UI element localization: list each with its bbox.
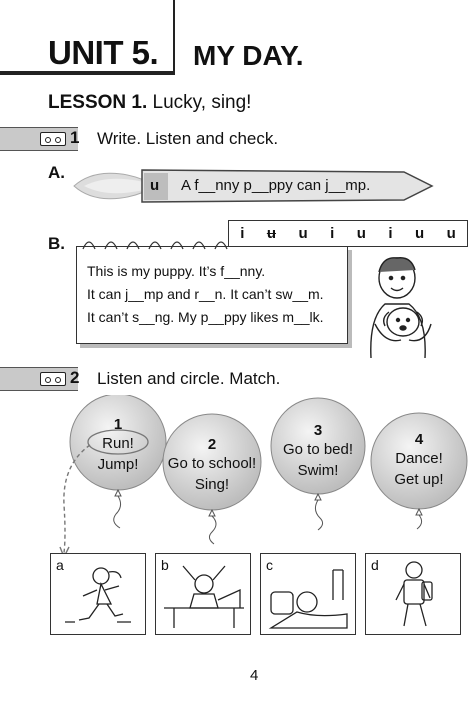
part-a-label: A. xyxy=(48,163,65,182)
exercise-2-bar xyxy=(0,367,78,391)
rocket-letter: u xyxy=(150,177,160,194)
balloon-number: 2 xyxy=(207,436,217,453)
picture-letter: c xyxy=(266,557,273,573)
letter-bank-item: u xyxy=(266,225,277,242)
balloon-number: 4 xyxy=(414,431,424,448)
child-waking-up-illustration xyxy=(164,560,244,630)
picture-b xyxy=(155,553,251,635)
lesson-title: Lucky, sing! xyxy=(152,92,252,113)
balloon-1-text xyxy=(70,416,166,473)
letter-bank-item: u xyxy=(356,225,366,242)
balloon-option: Go to bed! xyxy=(282,441,354,458)
balloon-option: Get up! xyxy=(394,471,444,488)
balloon-option: Swim! xyxy=(297,462,339,479)
cassette-icon xyxy=(40,372,66,386)
balloon-option: Sing! xyxy=(194,476,230,493)
letter-bank-item: i xyxy=(330,225,335,242)
header-divider-vertical xyxy=(173,0,175,72)
balloon-option: Jump! xyxy=(97,456,139,473)
letter-bank-item: u xyxy=(414,225,425,242)
rocket-sentence: A f__nny p__ppy can j__mp. xyxy=(181,177,371,194)
boy-going-to-school-illustration xyxy=(378,558,450,630)
text-line-2: It can j__mp and r__n. It can’t sw__m. xyxy=(87,286,324,302)
letter-bank-item: u xyxy=(446,225,456,242)
picture-c xyxy=(260,553,356,635)
balloon-option: Go to school! xyxy=(167,455,257,472)
letter-bank-item: u xyxy=(298,225,308,242)
balloon-option: Dance! xyxy=(395,450,443,467)
exercise-1-instruction: Write. Listen and check. xyxy=(97,129,279,148)
picture-letter: b xyxy=(161,557,169,573)
page-number: 4 xyxy=(250,667,259,684)
girl-running-illustration xyxy=(61,560,137,630)
letter-bank xyxy=(228,220,468,247)
picture-a xyxy=(50,553,146,635)
balloon-number: 1 xyxy=(113,416,123,433)
cassette-icon xyxy=(40,132,66,146)
letter-bank-item: i xyxy=(388,225,393,242)
picture-letter: a xyxy=(56,557,64,573)
text-line-1: This is my puppy. It’s f__nny. xyxy=(87,263,266,279)
exercise-2-instruction: Listen and circle. Match. xyxy=(97,369,281,388)
lesson-heading xyxy=(48,92,251,114)
balloon-3-text xyxy=(271,422,365,479)
exercise-1-number: 1 xyxy=(70,128,80,147)
exercise-2-number: 2 xyxy=(70,368,80,387)
boy-with-puppy-illustration xyxy=(355,250,445,362)
picture-d xyxy=(365,553,461,635)
balloon-4-text xyxy=(371,431,467,488)
notebook-text-box xyxy=(76,246,348,344)
part-b-label: B. xyxy=(48,234,65,253)
unit-heading: UNIT 5. xyxy=(48,34,159,71)
letter-bank-item: i xyxy=(240,225,245,242)
lesson-label: LESSON 1. xyxy=(48,92,148,113)
unit-title: MY DAY. xyxy=(193,40,304,71)
picture-letter: d xyxy=(371,557,379,573)
balloon-number: 3 xyxy=(313,422,323,439)
balloon-2-text xyxy=(160,436,264,493)
text-line-3: It can’t s__ng. My p__ppy likes m__lk. xyxy=(87,309,324,325)
balloon-option: Run! xyxy=(102,435,134,452)
exercise-1-bar xyxy=(0,127,78,151)
child-sleeping-illustration xyxy=(267,562,351,630)
